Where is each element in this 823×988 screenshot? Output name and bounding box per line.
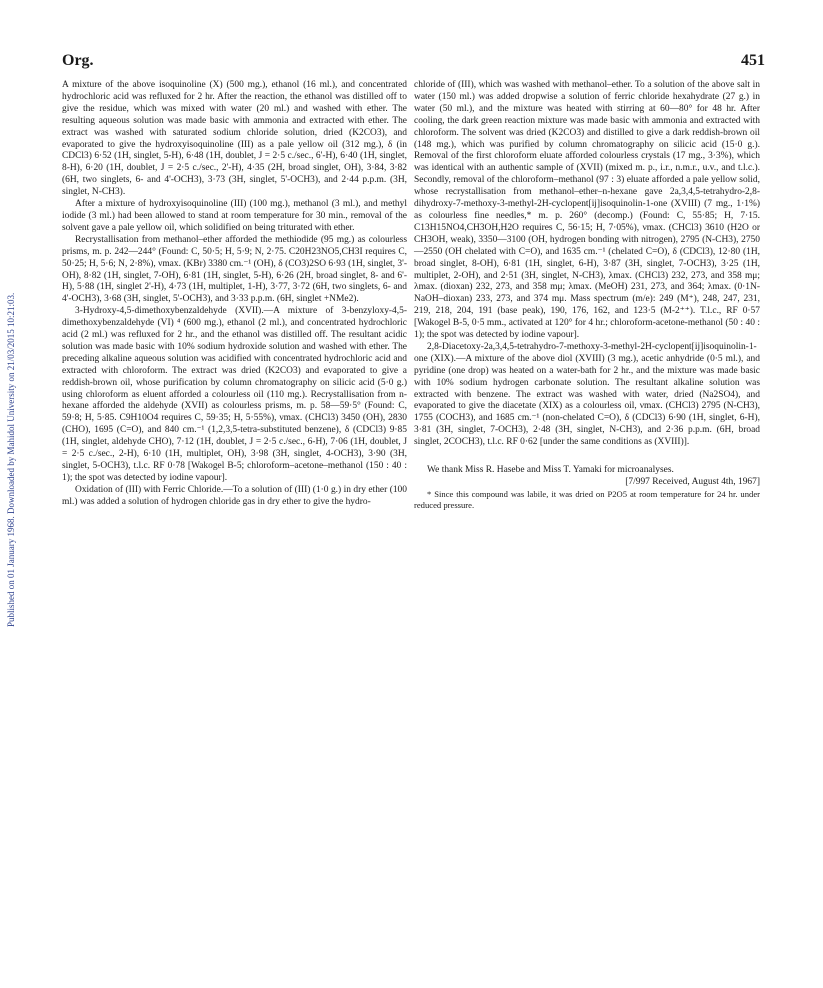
paragraph: 3-Hydroxy-4,5-dimethoxybenzaldehyde (XVII).—A mixture of 3-benzyloxy-4,5-dimethoxybenzaldehyde (VI) ⁴ (600 mg.), ethanol (2 ml.), and concentrated hydrochloric acid (2 ml.) was refluxed for 2 hr., and the ethanol was distilled off. The resultant acidic solution was made basic with 10% sodium hydroxide solution and washed with ether. The preceding alkaline aqueous solution was acidified with concentrated hydrochloric acid and extracted with chloroform. The extract was dried (K2CO3) and evaporated to give a reddish-brown oil, whose purification by column chromatography on silicic acid (5·0 g.) using chloroform as eluent afforded a colourless oil (110 mg.). Recrystallisation from n-hexane afforded the aldehyde (XVII) as colourless prisms, m. p. 58—59·5° (Found: C, 59·8; H, 5·85. C9H10O4 requires C, 59·35; H, 5·55%), νmax. (CHCl3) 3450 (OH), 2830 (CHO), 1695 (C=O), and 840 cm.⁻¹ (1,2,3,5-tetra-substituted benzene), δ (CDCl3) 9·85 (1H, singlet, aldehyde CHO), 7·12 (1H, doublet, J = 2·5 c./sec., 6-H), 7·06 (1H, doublet, J = 2·5 c./sec., 2-H), 6·10 (1H, multiplet, OH), 3·98 (3H, singlet, 4-OCH3), 3·90 (3H, singlet, 5-OCH3), t.l.c. RF 0·78 [Wakogel B-5; chloroform–acetone–methanol (150 : 40 : 1); the spot was detected by iodine vapour]. xyxy=(62,306,407,483)
footnote: * Since this compound was labile, it was dried on P2O5 at room temperature for 24 hr. under reduced pressure. xyxy=(414,488,760,510)
paragraph: 2,8-Diacetoxy-2a,3,4,5-tetrahydro-7-methoxy-3-methyl-2H-cyclopent[ij]isoquinolin-1-one (XIX).—A mixture of the above diol (XVIII) (3 mg.), acetic anhydride (0·5 ml.), and pyridine (one drop) was heated on a water-bath for 2 hr., and the mixture was made basic with 10% sodium hydrogen carbonate solution. The resultant alkaline solution was extracted with benzene. The extract was washed with water, dried (Na2SO4), and evaporated to give the diacetate (XIX) as a colourless oil, νmax. (CHCl3) 2795 (N-CH3), 1755 (COCH3), and 1685 cm.⁻¹ (non-chelated C=O), δ (CDCl3) 6·90 (1H, singlet, 6-H), 3·81 (3H, singlet, 7-OCH3), 2·48 (3H, singlet, N-CH3), and 2·36 p.p.m. (6H, broad singlet, 2COCH3), t.l.c. RF 0·62 [under the same conditions as (XVIII)]. xyxy=(414,341,760,448)
page-number: 451 xyxy=(741,52,765,69)
paragraph: A mixture of the above isoquinoline (X) (500 mg.), ethanol (16 ml.), and concentrated hydrochloric acid was refluxed for 2 hr. After the reaction, the ethanol was distilled off to give the residue, which was mixed with water (20 ml.) and washed with ether. The resulting aqueous solution was made basic with ammonia and extracted with ether. The extract was washed with saturated sodium chloride solution, dried (K2CO3), and evaporated to give the hydroxyisoquinoline (III) as a pale yellow oil (312 mg.), δ (in CDCl3) 6·52 (1H, singlet, 5-H), 6·48 (1H, doublet, J = 2·5 c./sec., 6'-H), 6·40 (1H, singlet, 8-H), 6·20 (1H, doublet, J = 2·5 c./sec., 2'-H), 4·35 (2H, broad singlet, OH), 3·84, 3·82 (6H, two singlets, 6- and 4'-OCH3), 3·73 (3H, singlet, 5'-OCH3), and 2·44 p.p.m. (3H, singlet, N-CH3). xyxy=(62,80,407,198)
journal-name: Org. xyxy=(62,52,94,69)
download-sidebar-text[interactable]: Published on 01 January 1968. Downloaded by Mahidol University on 21/03/2015 10:21:03. xyxy=(6,292,16,628)
paragraph: Recrystallisation from methanol–ether afforded the methiodide (95 mg.) as colourless prisms, m. p. 242—244° (Found: C, 50·5; H, 5·9; N, 2·75. C20H23NO5,CH3I requires C, 50·25; H, 5·6; N, 2·8%), νmax. (KBr) 3380 cm.⁻¹ (OH), δ (CO3)2SO 6·93 (1H, singlet, 3'-OH), 8·82 (1H, singlet, 7-OH), 6·81 (1H, singlet, 5-H), 6·26 (2H, broad singlet, 8- and 6'-H), 5·88 (1H, singlet 2'-H), 4·73 (1H, multiplet, 1-H), 3·77, 3·72 (6H, two singlets, 6- and 4'-OCH3), 3·68 (3H, singlet, 5'-OCH3), and 3·33 p.p.m. (6H, singlet +NMe2). xyxy=(62,234,407,305)
paragraph: chloride of (III), which was washed with methanol–ether. To a solution of the above salt in water (150 ml.) was added dropwise a solution of ferric chloride hexahydrate (27 g.) in water (50 ml.), and the mixture was heated with stirring at 60—80° for 48 hr. After cooling, the dark green reaction mixture was made basic with ammonia and extracted with chloroform. The solvent was dried (K2CO3) and distilled to give a dark reddish-brown oil (148 mg.), which was purified by column chromatography on silicic acid (15·0 g.). Removal of the first chloroform eluate afforded colourless crystals (17 mg., 3·3%), which was identical with an authentic sample of (XVII) (mixed m. p., i.r., n.m.r., u.v., and t.l.c.). Secondly, removal of the chloroform–methanol (97 : 3) eluate afforded a pale yellow solid, whose recrystallisation from methanol–ether–n-hexane gave 2a,3,4,5-tetrahydro-2,8-dihydroxy-7-methoxy-3-methyl-2H-cyclopent[ij]isoquinolin-1-one (XVIII) (7 mg., 1·1%) as colourless fine needles,* m. p. 260° (decomp.) (Found: C, 55·85; H, 7·15. C13H15NO4,CH3OH,H2O requires C, 56·15; H, 7·05%), νmax. (CHCl3) 3610 (H2O or CH3OH, weak), 3350—3100 (OH, hydrogen bonding with nitrogen), 2795 (N-CH3), 2750—2550 (OH chelated with C=O), and 1635 cm.⁻¹ (chelated C=O), δ (CDCl3), 12·80 (1H, broad singlet, 8-OH), 6·81 (1H, singlet, 6-H), 3·87 (3H, singlet, 7-OCH3), 3·25 (1H, multiplet, 2-OH), and 2·51 (3H, singlet, N-CH3), λmax. (CHCl3) 232, 273, and 358 mμ; λmax. (dioxan) 232, 273, and 358 mμ; λmax. (MeOH) 231, 273, and 364; λmax. (0·1N-NaOH–dioxan) 233, 273, and 374 mμ. Mass spectrum (m/e): 249 (M⁺), 248, 247, 231, 219, 218, 204, 191 (base peak), 190, 176, 162, and 123·5 (M-2⁺⁺). T.l.c., RF 0·57 [Wakogel B-5, 0·5 mm., activated at 120° for 4 hr.; chloroform-acetone-methanol (50 : 40 : 1); the spot was detected by iodine vapour]. xyxy=(414,80,760,341)
right-column xyxy=(414,80,760,511)
paragraph: Oxidation of (III) with Ferric Chloride.—To a solution of (III) (1·0 g.) in dry ether (100 ml.) was added a solution of hydrogen chloride gas in dry ether to give the hydro- xyxy=(62,484,407,507)
acknowledgement: We thank Miss R. Hasebe and Miss T. Yamaki for microanalyses. xyxy=(427,465,674,476)
received-note: [7/997 Received, August 4th, 1967] xyxy=(625,477,760,487)
left-column xyxy=(62,80,407,509)
page-header xyxy=(62,52,765,72)
paragraph: After a mixture of hydroxyisoquinoline (III) (100 mg.), methanol (3 ml.), and methyl iodide (3 ml.) had been allowed to stand at room temperature for 30 min., removal of the solvent gave a pale yellow oil, which solidified on being triturated with ether. xyxy=(62,199,407,233)
